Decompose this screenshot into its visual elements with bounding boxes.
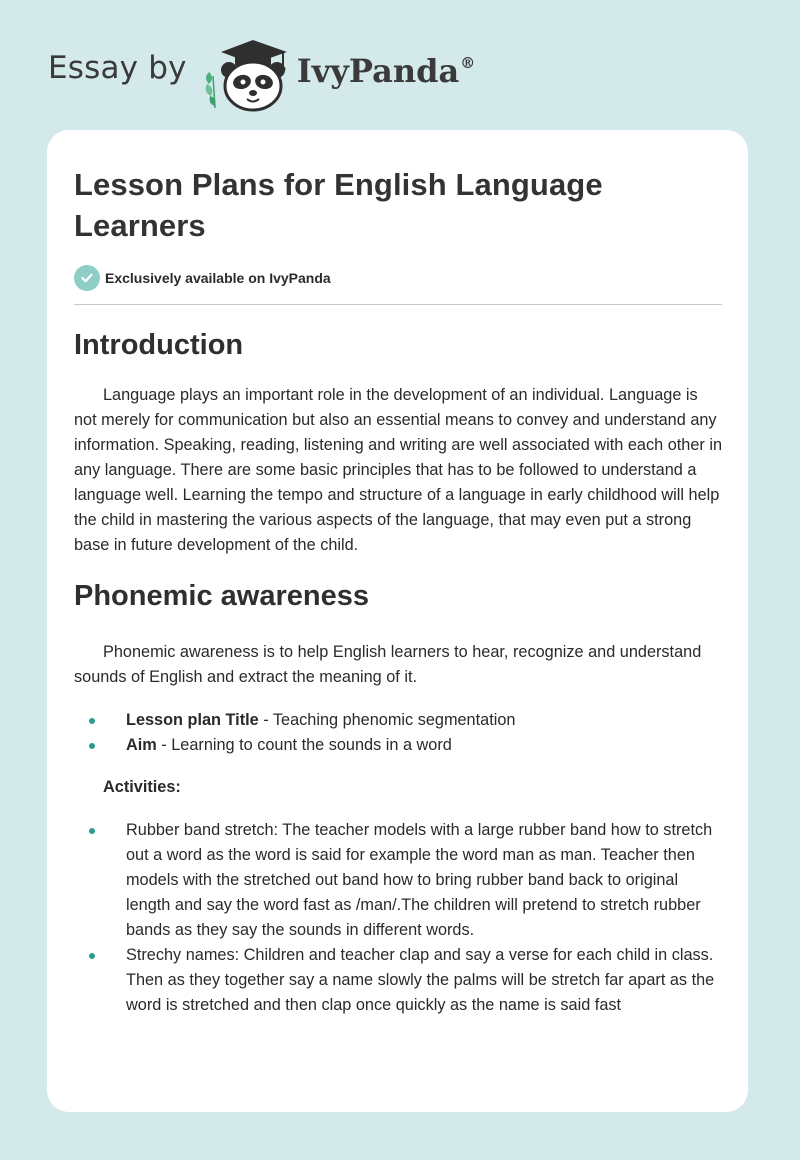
- lesson-plan-list: [74, 708, 722, 758]
- article-card: [47, 130, 748, 1112]
- list-item: [74, 733, 722, 758]
- phonemic-awareness-paragraph: Phonemic awareness is to help English learners to hear, recognize and understand sounds of English and extract the meaning of it.: [74, 643, 702, 686]
- activities-list: [74, 818, 722, 1018]
- exclusive-badge: [74, 264, 722, 292]
- section-heading-introduction: Introduction: [74, 329, 244, 361]
- brand-text: IvyPanda: [296, 52, 460, 90]
- exclusive-label: Exclusively available on IvyPanda: [105, 270, 331, 286]
- list-item-label: Lesson plan Title: [126, 711, 259, 729]
- essay-by-label: Essay by: [48, 50, 187, 86]
- article-title: Lesson Plans for English Language Learners: [74, 167, 603, 243]
- list-item-label: Aim: [126, 736, 157, 754]
- check-icon: [74, 265, 100, 291]
- list-item: Strechy names: Children and teacher clap and say a verse for each child in class. Then as they together say a name slowly the palms will be stretch far apart as the word is stretched and then clap once quickly as the name is said fast: [74, 943, 722, 1018]
- list-item-text: - Teaching phenomic segmentation: [258, 711, 516, 729]
- list-item: [74, 708, 722, 733]
- title-divider: [74, 304, 722, 305]
- site-header: [48, 34, 475, 114]
- brand-name[interactable]: [297, 52, 475, 90]
- section-heading-phonemic-awareness: Phonemic awareness: [74, 580, 369, 612]
- introduction-paragraph: Language plays an important role in the development of an individual. Language is not merely for communication but also an essential means to convey and understand any information. Speaking, reading, listening and writing are well associated with each other in any language. There are some basic principles that has to be followed to understand a language well. Learning the tempo and structure of a language in early childhood will help the child in mastering the various aspects of the language, that may even put a strong base in future development of the child.: [74, 386, 722, 554]
- activities-heading: Activities:: [103, 778, 181, 796]
- article-content: [74, 164, 722, 1018]
- list-item-text: - Learning to count the sounds in a word: [156, 736, 452, 754]
- registered-mark: ®: [460, 54, 476, 72]
- ivypanda-logo-icon[interactable]: [201, 36, 291, 112]
- list-item: Rubber band stretch: The teacher models with a large rubber band how to stretch out a word as the word is said for example the word man as man. Teacher then models with the stretched out band how to bring rubber band back to original length and say the word fast as /man/.The children will pretend to stretch rubber bands as they say the sounds in different words.: [74, 818, 722, 943]
